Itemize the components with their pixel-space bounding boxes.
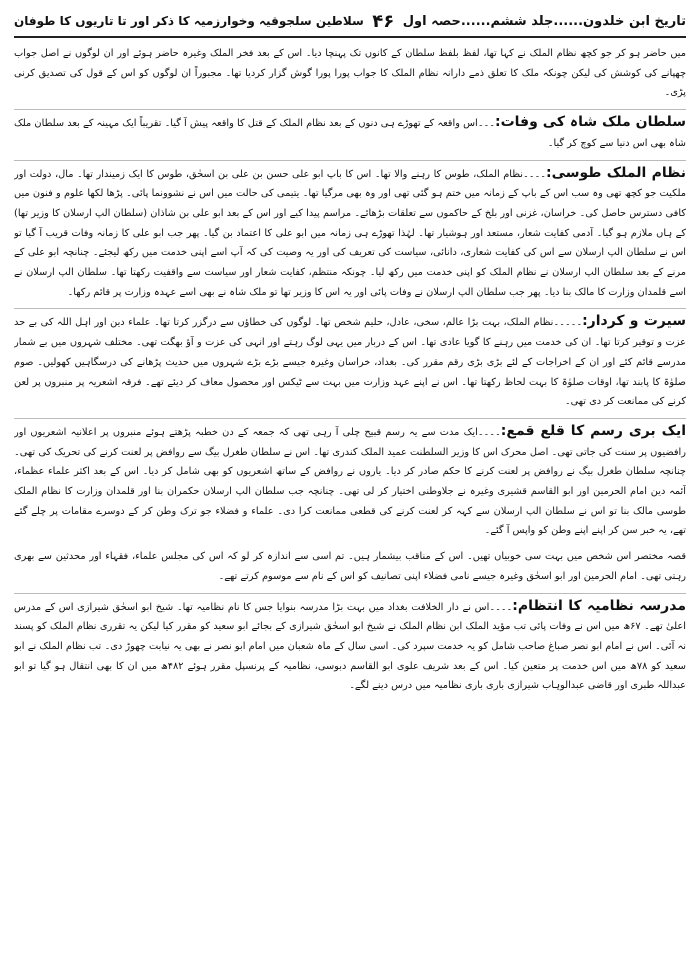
- header-rule: [14, 36, 686, 38]
- page-number: ۴۶: [372, 10, 395, 32]
- divider: [14, 160, 686, 161]
- paragraph-madrasa: [14, 597, 686, 697]
- section-heading: سلطان ملک شاہ کی وفات:: [495, 114, 686, 131]
- paragraph-intro: [14, 44, 686, 103]
- page-body: [14, 44, 686, 968]
- section-heading: نظام الملک طوسی:: [545, 164, 686, 181]
- section-heading: ایک بری رسم کا قلع قمع:: [500, 422, 686, 439]
- paragraph-tusi: [14, 164, 686, 303]
- paragraph-character: [14, 312, 686, 412]
- paragraph-summary: [14, 547, 686, 586]
- paragraph-text: ۔۔۔۔ایک مدت سے یہ رسم قبیح چلی آ رہی تھی کہ جمعہ کے دن خطبہ پڑھتے ہوئے منبروں پر اعلانیہ اشعریوں اور رافضیوں پر سنت کی جاتی تھی۔ اصل محرک اس کا وزیر السلطنت عمید الملک کندری تھا۔ اس نے سلطان طغرل بیگ سے روافض پر لعنت کرنے کی تحریک کی تھی۔ چنانچہ سلطان طغرل بیگ نے روافض پر لعنت کرنے کا حکم صادر کر دیا۔ یاروں نے روافض کے ساتھ اشعریوں کو بھی شامل کر دیا۔ اس کے بعد اکثر علماء عظماء، آئمہ دین امام الحرمین اور ابو القاسم قشیری وغیرہ نے جلاوطنی اختیار کر لی تھی۔ چنانچہ جب سلطان الپ ارسلان حکمران بنا اور قلمدان وزارت کا نظام الملک طوسی مالک بنا تو اس نے سلطان الپ ارسلان سے کہہ کر لعنت کرنے کی قطعی ممانعت کرا دی۔ علماء و فضلاء جو ترک وطن کر کے دوسرے مقامات پر چلے گئے تھے، یہ خبر سن کر اپنے اپنے وطن کو واپس آ گئے۔: [14, 426, 686, 537]
- paragraph-text: ۔۔۔۔اس نے دار الخلافت بغداد میں بہت بڑا مدرسہ بنوایا جس کا نام نظامیہ تھا۔ شیخ ابو اسحٰق شیرازی اس کے مدرس اعلیٰ تھے۔ ۶۷ھ میں اس نے وفات پائی تب مؤید الملک ابن نظام الملک نے شیخ ابو اسحٰق شیرازی کے بجائے ابو سعید کو مقرر کیا لیکن یہ تقرری نظام الملک کو پسند نہ آئی۔ اس نے امام ابو نصر صباغ صاحب شامل کو یہ خدمت سپرد کی۔ اسی سال کے ماہ شعبان میں امام ابو نصر نے بھی یہ نیابت چھوڑ دی۔ تب نظام الملک نے ابو سعید کو ۷۸ھ میں اس خدمت پر متعین کیا۔ اس کے بعد شریف علوی ابو القاسم دبوسی، نظامیہ کے پرنسپل مقرر ہوئے ۴۸۲ھ میں ان کا بھی انتقال ہو گیا تو ابو عبداللہ طبری اور قاضی عبدالوہاب شیرازی باری باری نظامیہ میں درس دینے لگے۔: [14, 601, 686, 692]
- header-chapter-title: سلاطین سلجوقیہ وخوارزمیہ کا ذکر اور تا تاریوں کا طوفان: [14, 14, 364, 28]
- header-book-title: تاریخ ابن خلدون......جلد ششم......حصہ اول: [402, 13, 686, 29]
- paragraph-text: ۔۔۔۔۔نظام الملک، بہت بڑا عالم، سخی، عادل، حلیم شخص تھا۔ لوگوں کی خطاؤں سے درگزر کرتا تھا۔ علماء دین اور اہل اللہ کی بے حد عزت و توقیر کرتا تھا۔ ان کی خدمت میں رہنے کا گویا عادی تھا۔ اس کے دربار میں یہی لوگ رہتے اور انہی کی عزت و آؤ بھگت تھی۔ مختلف شہروں میں بے شمار مدرسے قائم کئے اور ان کے اخراجات کے لئے بڑی بڑی رقم مقرر کی۔ بغداد، خراسان وغیرہ جیسے بڑے بڑے شہروں میں حدیث پڑھانے کی درسگاہیں کھولیں۔ صوم صلوٰۃ کا پابند تھا، اوقات صلوٰۃ کا بہت لحاظ رکھتا تھا۔ اس نے اپنے عہد وزارت میں بہت سے ٹیکس اور محصول معاف کر دیئے تھے۔ فرقہ اشعریہ پر منبروں پر لعن کرنے کی ممانعت کر دی تھی۔: [14, 317, 686, 408]
- paragraph-death: [14, 113, 686, 153]
- section-heading: سیرت و کردار:: [582, 313, 686, 330]
- paragraph-text: قصہ مختصر اس شخص میں بہت سی خوبیاں تھیں۔ اس کے مناقب بیشمار ہیں۔ تم اسی سے اندازہ کر لو کہ اس کی مجلس علماء، فقہاء اور محدثین سے بھری رہتی تھی۔ امام الحرمین اور ابو اسحٰق وغیرہ جیسے نامی فضلاء اپنی تصانیف کو اس کے نام سے موسوم کرتے تھے۔: [14, 551, 686, 582]
- page-header: [14, 6, 686, 36]
- paragraph-text: ۔۔۔۔نظام الملک، طوس کا رہنے والا تھا۔ اس کا باپ ابو علی حسن بن علی بن اسحٰق، طوس کا ایک زمیندار تھا۔ مال، دولت اور ملکیت جو کچھ تھی وہ سب اس کے باپ کے زمانہ میں ختم ہو گئی تھی اور وہ بھی مرگیا تھا۔ یتیمی کی حالت میں اس نے نشوونما پائی۔ پڑھا لکھا علوم و فنون میں کافی دسترس حاصل کی۔ خراسان، غزنی اور بلخ کے حاکموں سے تعلقات بڑھائے۔ مراسم پیدا کیے اور اس کے بعد ابو علی بن شاذان (سلطان الپ ارسلان کا وزیر تھا) کے ہاں ملازم ہو گیا۔ آدمی کفایت شعار، مستعد اور ہوشیار تھا۔ لہٰذا تھوڑے ہی زمانہ میں ابو علی کا اعتماد بن گیا۔ پھر جب ابو علی کا زمانہ وفات قریب آ گیا تو اس نے سلطان الپ ارسلان سے اس کی کفایت شعاری، دانائی، سیاست کی تعریف کی اور یہ وصیت کی کہ آپ اسے اپنی خدمت میں رکھ لیجئے۔ چنانچہ ابو علی کے مرنے کے بعد سلطان الپ ارسلان نے نظام الملک کو اپنی خدمت میں رکھ لیا۔ چونکہ منتظم، کفایت شعار اور سیاست سے واقفیت رکھتا تھا۔ سلطان الپ ارسلان نے اسے قلمدان وزارت کا مالک بنا دیا۔ پھر جب سلطان الپ ارسلان نے وفات پائی اور یہ اس کا وزیر تھا تو ملک شاہ نے بھی اسے عہدہ وزارت پر قائم رکھا۔: [14, 168, 686, 298]
- section-heading: مدرسہ نظامیہ کا انتظام:: [512, 597, 686, 614]
- divider: [14, 308, 686, 309]
- divider: [14, 418, 686, 419]
- paragraph-text: میں حاضر ہو کر جو کچھ نظام الملک نے کہا تھا، لفظ بلفظ سلطان کے کانوں تک پہنچا دیا۔ اس کے بعد فخر الملک وغیرہ حاضر ہوئے اور ان لوگوں نے اصل جواب چھپانے کی کوشش کی لیکن چونکہ ملک کا تعلق ذمے دارانہ نظام الملک کا جواب پورا پورا گوش گزار کردیا تھا۔ مجبوراً ان لوگوں کو اس کے قول کی تصدیق کرنی پڑی۔: [14, 48, 686, 99]
- divider: [14, 109, 686, 110]
- paragraph-curse: [14, 422, 686, 541]
- divider: [14, 593, 686, 594]
- paragraph-text: ۔۔۔اس واقعہ کے تھوڑے ہی دنوں کے بعد نظام الملک کے قتل کا واقعہ پیش آ گیا۔ تقریباً ایک مہینہ کے بعد سلطان ملک شاہ بھی اس دنیا سے کوچ کر گیا۔: [14, 118, 686, 149]
